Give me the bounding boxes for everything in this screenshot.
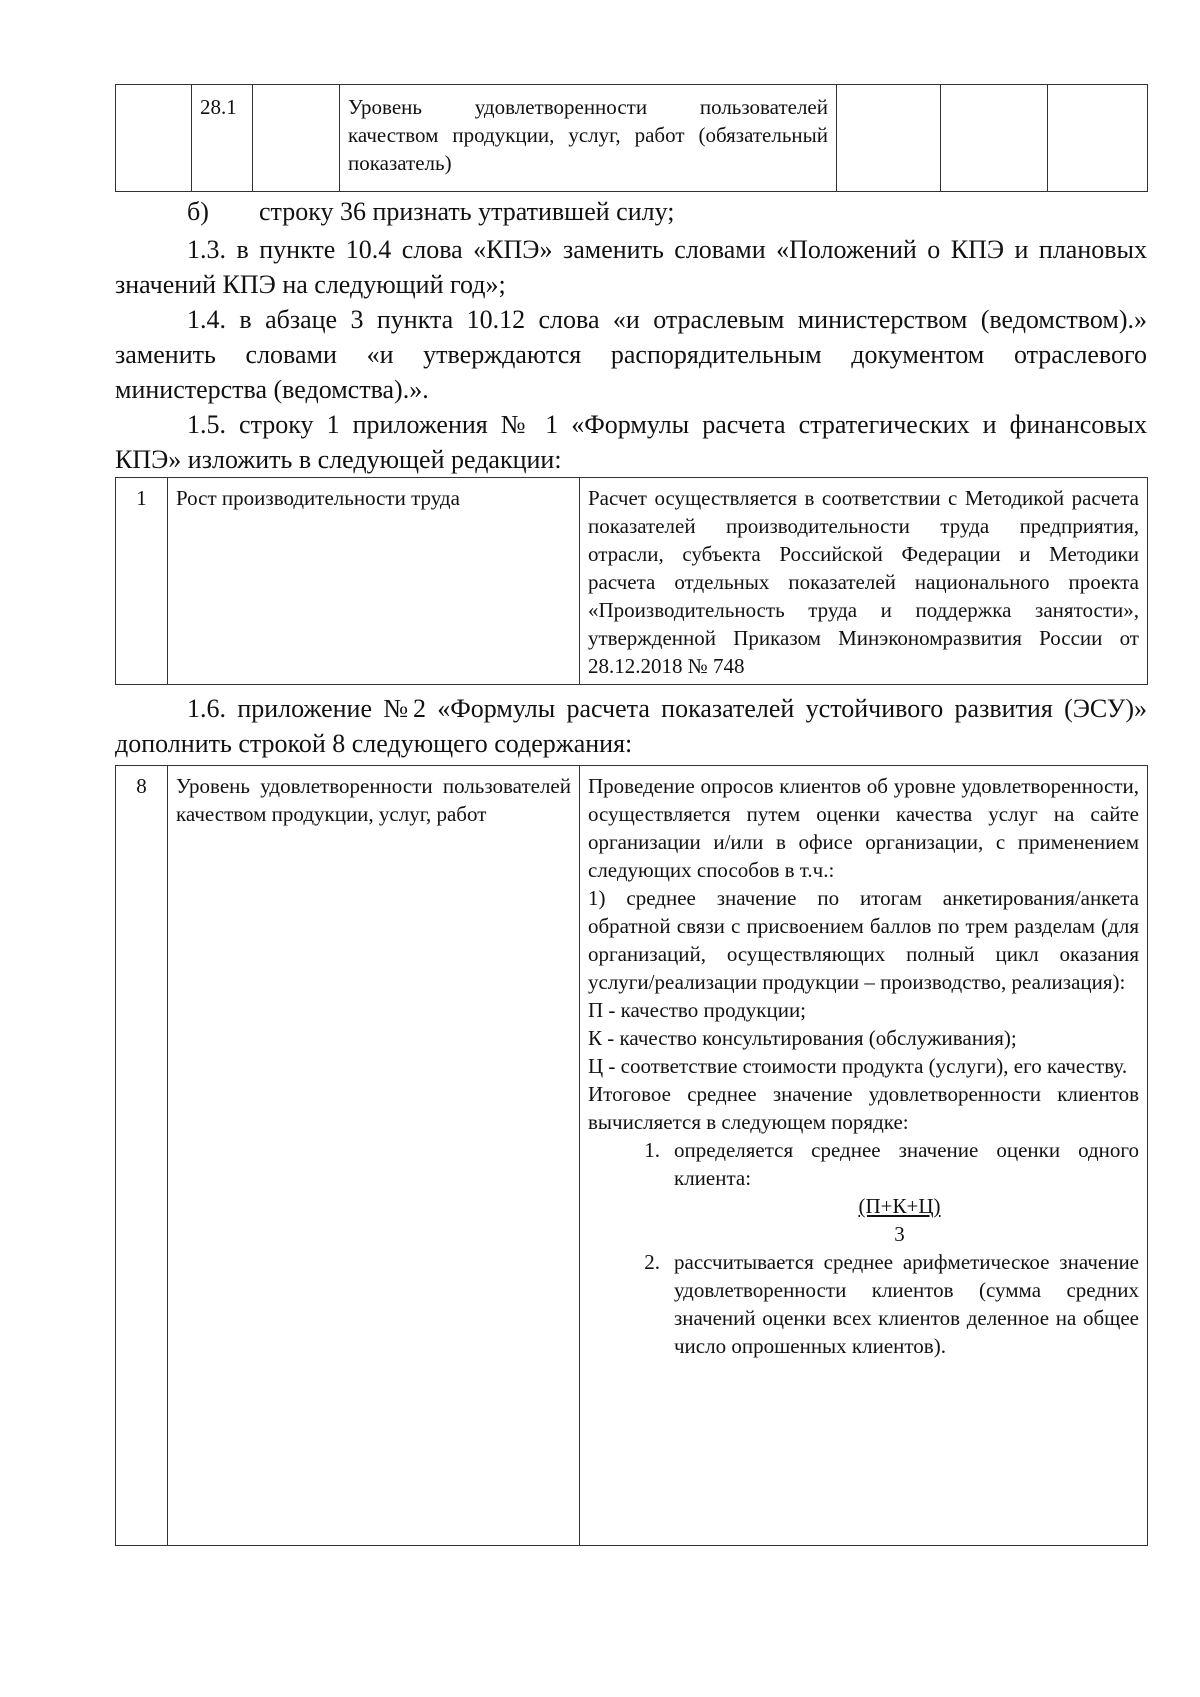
list-item-text: определяется среднее значение оценки одного клиента:	[674, 1138, 1139, 1190]
list-item-number: 1.	[644, 1138, 660, 1162]
indicator-description: Расчет осуществляется в соответствии с Методикой расчета показателей производительности труда предприятия, отрасли, субъекта Российской Федерации и Методики расчета отдельных показателей национального проекта «Производительность труда и поддержка занятости», утвержденной Приказом Минэкономразвития России от 28.12.2018 № 748	[580, 478, 1148, 685]
indicator-description	[580, 766, 1148, 1546]
formula	[588, 1192, 1139, 1248]
paragraph-1-4: 1.4. в абзаце 3 пункта 10.12 слова «и отраслевым министерством (ведомством).» заменить словами «и утверждаются распорядительным документом отраслевого министерства (ведомства).».	[115, 305, 1147, 404]
item-b-text: строку 36 признать утратившей силу;	[259, 197, 675, 226]
indicator-name: Уровень удовлетворенности пользователей качеством продукции, услуг, работ (обязательный показатель)	[340, 85, 837, 192]
fraction-denominator: 3	[894, 1222, 905, 1246]
document-page	[115, 84, 1147, 1546]
fraction	[858, 1192, 940, 1248]
paragraph-1-3: 1.3. в пункте 10.4 слова «КПЭ» заменить словами «Положений о КПЭ и плановых значений КПЭ на следующий год»;	[115, 235, 1147, 299]
item-b	[115, 194, 1147, 230]
paragraph-1-6: 1.6. приложение №2 «Формулы расчета показателей устойчивого развития (ЭСУ)» дополнить строкой 8 следующего содержания:	[115, 694, 1147, 758]
table-row-28-1	[115, 84, 1148, 192]
empty-cell	[837, 85, 941, 192]
paragraph-1-5: 1.5. строку 1 приложения № 1 «Формулы расчета стратегических и финансовых КПЭ» изложить в следующей редакции:	[115, 410, 1147, 474]
empty-cell	[253, 85, 340, 192]
row-number: 1	[116, 478, 168, 685]
row-number: 8	[116, 766, 168, 1546]
empty-cell	[116, 85, 192, 192]
item-b-label: б)	[187, 197, 209, 226]
p-definition: П - качество продукции;	[588, 998, 807, 1022]
table-kpe-row-1	[115, 477, 1148, 685]
indicator-name: Рост производительности труда	[168, 478, 580, 685]
steps-list	[588, 1136, 1139, 1360]
indicator-name: Уровень удовлетворенности пользователей качеством продукции, услуг, работ	[168, 766, 580, 1546]
list-item-text: рассчитывается среднее арифметическое значение удовлетворенности клиентов (сумма средних значений оценки всех клиентов деленное на общее число опрошенных клиентов).	[674, 1250, 1139, 1358]
c-definition: Ц - соответствие стоимости продукта (услуги), его качеству.	[588, 1054, 1128, 1078]
list-item-number: 2.	[644, 1250, 660, 1274]
list-item	[588, 1136, 1139, 1192]
fraction-numerator: (П+К+Ц)	[858, 1194, 941, 1218]
description-intro: Проведение опросов клиентов об уровне удовлетворенности, осуществляется путем оценки качества услуг на сайте организации и/или в офисе организации, с применением следующих способов в т.ч.:	[588, 774, 1139, 882]
method-1: 1) среднее значение по итогам анкетирования/анкета обратной связи с присвоением баллов по трем разделам (для организаций, осуществляющих полный цикл оказания услуги/реализации продукции – производство, реализация):	[588, 886, 1139, 994]
row-number: 28.1	[192, 85, 253, 192]
table-esu-row-8	[115, 765, 1148, 1546]
final-calculation-intro: Итоговое среднее значение удовлетворенности клиентов вычисляется в следующем порядке:	[588, 1082, 1139, 1134]
empty-cell	[941, 85, 1048, 192]
empty-cell	[1048, 85, 1148, 192]
k-definition: К - качество консультирования (обслуживания);	[588, 1026, 1017, 1050]
list-item	[588, 1248, 1139, 1360]
